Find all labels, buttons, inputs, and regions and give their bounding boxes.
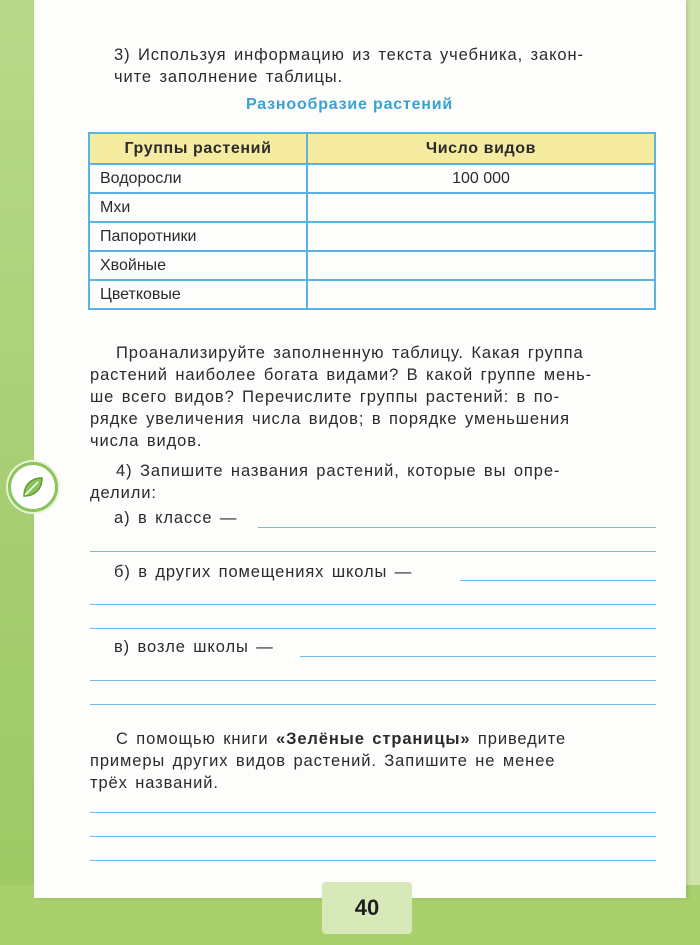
answer-line-d3[interactable] (90, 860, 656, 861)
header-groups: Группы растений (89, 133, 307, 164)
label-other-rooms: б) в других помещениях школы — (114, 563, 413, 581)
green-pages-text (90, 728, 654, 794)
cell-group: Папоротники (89, 222, 307, 251)
species-table (88, 132, 656, 310)
task4-line2: делили: (90, 484, 157, 502)
table-title: Разнообразие растений (246, 96, 454, 113)
answer-line-a2[interactable] (90, 551, 656, 552)
page-number: 40 (322, 882, 412, 934)
cell-group: Хвойные (89, 251, 307, 280)
table-row (89, 280, 655, 309)
table-row (89, 222, 655, 251)
answer-line-c2[interactable] (90, 680, 656, 681)
task4-line1: 4) Запишите названия растений, которые вы опре- (116, 462, 561, 480)
cell-count[interactable] (307, 251, 655, 280)
table-row (89, 251, 655, 280)
cell-count[interactable] (307, 280, 655, 309)
table-row (89, 164, 655, 193)
task3-line2: чите заполнение таблицы. (114, 68, 344, 86)
label-in-class: а) в классе — (114, 509, 238, 527)
leaf-badge (8, 462, 58, 512)
answer-line-c1[interactable] (300, 656, 656, 657)
analyze-text (90, 342, 654, 452)
task4-text (90, 460, 654, 504)
answer-line-d2[interactable] (90, 836, 656, 837)
green-pages-post: приведите (470, 730, 567, 748)
cell-count[interactable]: 100 000 (307, 164, 655, 193)
answer-line-d1[interactable] (90, 812, 656, 813)
green-pages-line3: трёх названий. (90, 774, 219, 792)
green-pages-line1 (90, 728, 654, 750)
answer-line-b1[interactable] (460, 580, 656, 581)
label-near-school: в) возле школы — (114, 638, 274, 656)
analyze-line2: растений наиболее богата видами? В какой группе мень- (90, 366, 592, 384)
header-count: Число видов (307, 133, 655, 164)
analyze-line3: ше всего видов? Перечислите группы растений: в по- (90, 388, 561, 406)
analyze-line1: Проанализируйте заполненную таблицу. Какая группа (116, 344, 584, 362)
cell-count[interactable] (307, 193, 655, 222)
cell-group: Мхи (89, 193, 307, 222)
analyze-line5: числа видов. (90, 432, 203, 450)
answer-line-b3[interactable] (90, 628, 656, 629)
task3-line1: 3) Используя информацию из текста учебника, закон- (114, 46, 584, 64)
leaf-icon (20, 474, 46, 500)
answer-line-a1[interactable] (258, 527, 656, 528)
answer-line-b2[interactable] (90, 604, 656, 605)
cell-count[interactable] (307, 222, 655, 251)
answer-line-c3[interactable] (90, 704, 656, 705)
task3-text (114, 44, 652, 88)
green-pages-line2: примеры других видов растений. Запишите не менее (90, 752, 556, 770)
cell-group: Водоросли (89, 164, 307, 193)
table-header-row (89, 133, 655, 164)
green-pages-pre: С помощью книги (116, 730, 277, 748)
cell-group: Цветковые (89, 280, 307, 309)
green-pages-book-title: «Зелёные страницы» (276, 730, 471, 748)
table-row (89, 193, 655, 222)
analyze-line4: рядке увеличения числа видов; в порядке уменьшения (90, 410, 570, 428)
